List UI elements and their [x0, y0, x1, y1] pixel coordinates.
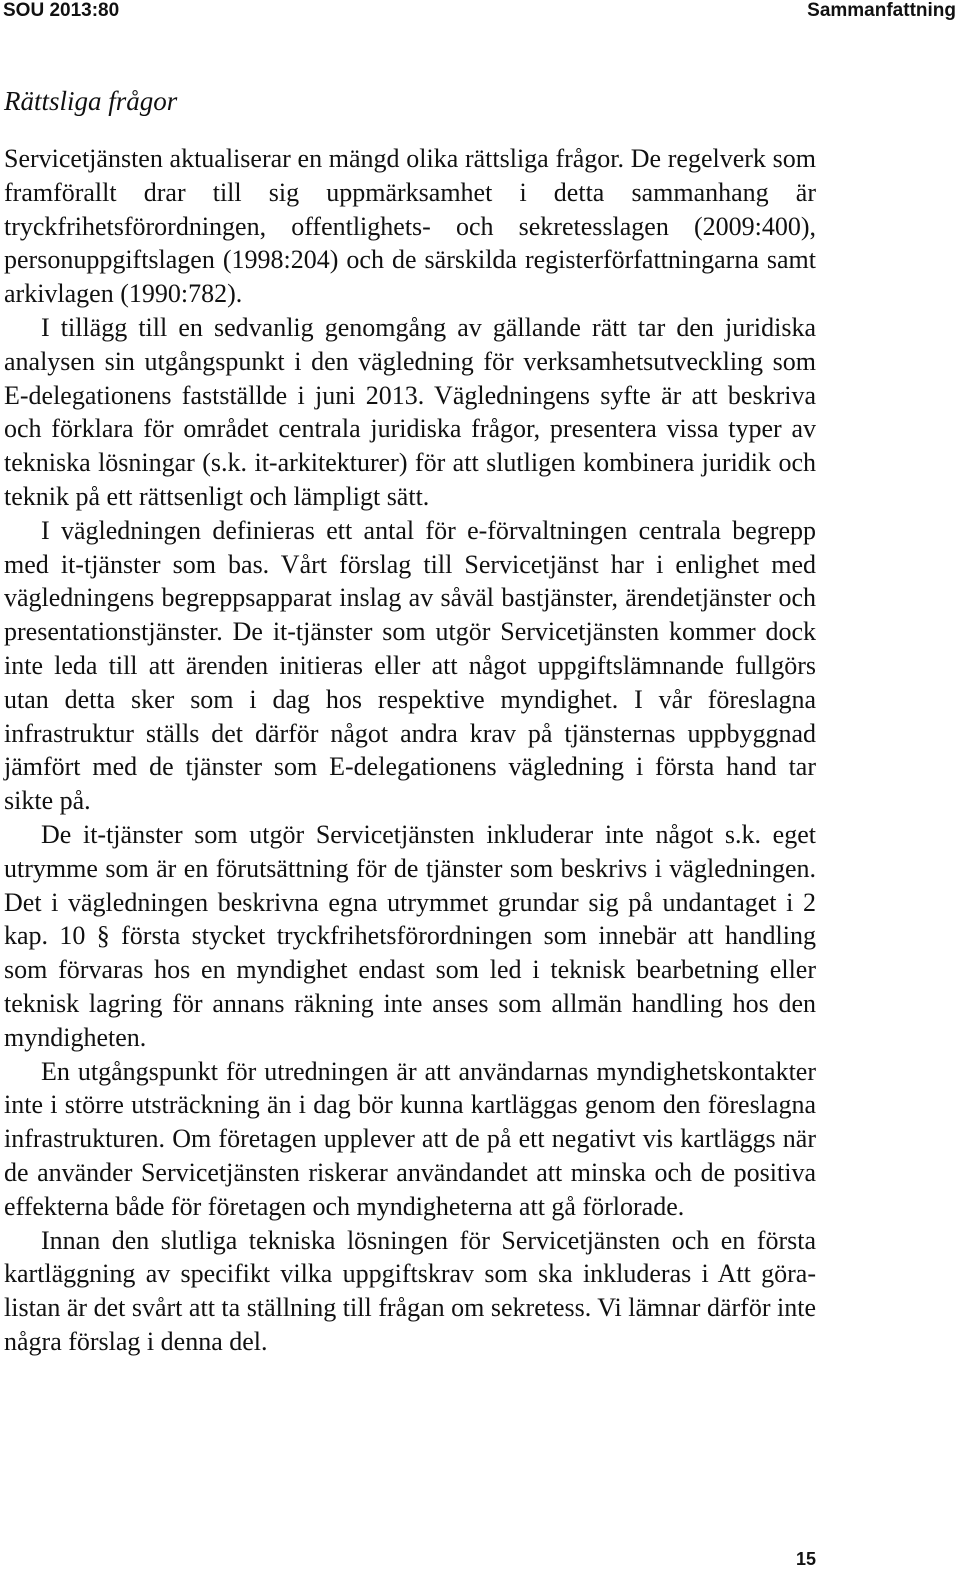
paragraph: De it-tjänster som utgör Servicetjänsten inkluderar inte något s.k. eget utrymme som är en förutsättning för de tjänster som beskrivs i vägledningen. Det i vägledningen beskrivna egna utrymmet grundar sig på undantaget i 2 kap. 10 § första stycket tryckfrihetsförordningen som innebär att handling som förvaras hos en myndighet endast som led i teknisk bearbetning eller teknisk lagring för annans räkning inte anses som allmän handling hos den myndigheten.	[4, 819, 816, 1052]
paragraph: En utgångspunkt för utredningen är att användarnas myndighetskontakter inte i större utsträckning än i dag bör kunna kartläggas genom den föreslagna infrastrukturen. Om företagen upplever att de på ett negativt vis kartläggs när de använder Servicetjänsten riskerar användandet att minska och de positiva effekterna både för företagen och myndigheterna att gå förlorade.	[4, 1056, 816, 1221]
paragraph: I vägledningen definieras ett antal för e-förvaltningen centrala begrepp med it-tjänster som bas. Vårt förslag till Servicetjänst har i enlighet med vägledningens begreppsapparat inslag av såväl bastjänster, ärendetjänster och presentationstjänster. De it-tjänster som utgör Servicetjänsten kommer dock inte leda till att ärenden initieras eller att något uppgiftslämnande fullgörs utan detta sker som i dag hos respektive myndighet. I vår föreslagna infrastruktur ställs det därför något andra krav på tjänsternas uppbyggnad jämfört med de tjänster som E-delegationens vägledning i första hand tar sikte på.	[4, 515, 816, 816]
paragraph: Servicetjänsten aktualiserar en mängd olika rättsliga frågor. De regelverk som framförallt drar till sig uppmärksamhet i detta sammanhang är tryckfrihetsförordningen, offentlighets- och sekretesslagen (2009:400), personuppgiftslagen (1998:204) och de särskilda registerförfattningarna samt arkivlagen (1990:782).	[4, 144, 816, 309]
paragraph: I tillägg till en sedvanlig genomgång av gällande rätt tar den juridiska analysen sin utgångspunkt i den vägledning för verksamhetsutveckling som E-delegationens fastställde i juni 2013. Vägledningens syfte är att beskriva och förklara för området centrala juridiska frågor, presentera vissa typer av tekniska lösningar (s.k. it-arkitekturer) för att slutligen kombinera juridik och teknik på ett rättsenligt och lämpligt sätt.	[4, 312, 816, 511]
report-reference: SOU 2013:80	[3, 0, 120, 21]
page-number: 15	[795, 1549, 816, 1569]
body-text	[4, 142, 816, 1359]
chapter-title: Sammanfattning	[807, 0, 956, 21]
paragraph: Innan den slutliga tekniska lösningen för Servicetjänsten och en första kartläggning av specifikt vilka uppgiftskrav som ska inkluderas i Att göra-listan är det svårt att ta ställning till frågan om sekretess. Vi lämnar därför inte några förslag i denna del.	[4, 1225, 816, 1356]
section-heading: Rättsliga frågor	[4, 86, 178, 116]
running-header	[0, 0, 960, 24]
